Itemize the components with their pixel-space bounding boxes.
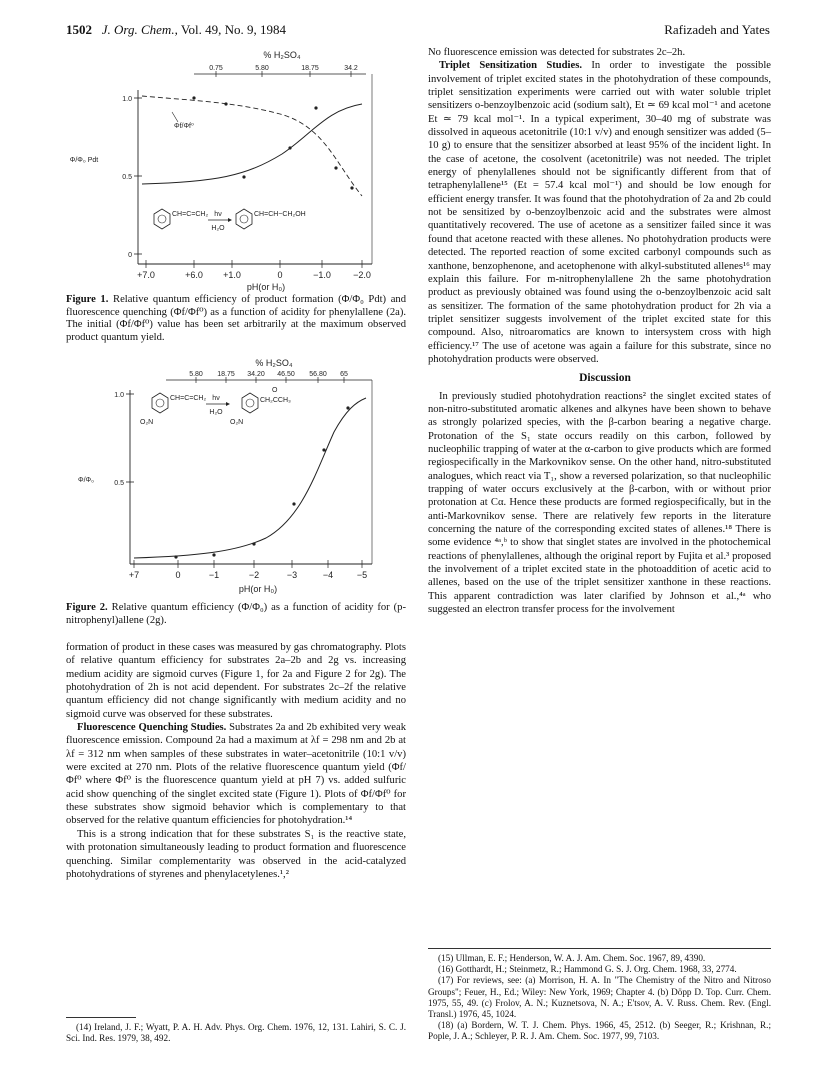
fig1-x-ticks (137, 260, 371, 280)
fig2-x-tick: −1 (208, 570, 220, 580)
fig2-y-tick: 1.0 (114, 392, 124, 399)
benzene-ring-icon (154, 209, 170, 229)
paragraph: This is a strong indication that for these substrates S₁ is the reactive state, with protonation simultaneously leading to product formation and fluorescence quenching. Similar complementarity was observed in the acid-catalyzed photohydrations of styrenes and phenylacetylenes.¹,² (66, 828, 406, 880)
fig2-x-tick: −5 (356, 570, 368, 580)
fig2-x-axis-title: pH(or H₀) (238, 584, 278, 594)
right-column-body (428, 46, 771, 616)
footnotes-left (66, 1022, 406, 1044)
benzene-ring-icon (242, 393, 258, 413)
fig1-x-tick: 0 (277, 270, 283, 280)
section-heading: Triplet Sensitization Studies. (439, 60, 582, 72)
fig2-x-tick: +7 (128, 570, 140, 580)
fig1-caption-text: Relative quantum efficiency of product formation (Φ/Φ₀ Pdt) and fluorescence quenching (Φf/Φf⁰) as a function of acidity for phenylallene (2a). The initial (Φf/Φf⁰) value has been set arbitrarily at the maximum observed product quantum yield. (66, 294, 406, 343)
fig2-x-tick: 0 (175, 570, 181, 580)
fig1-caption-label: Figure 1. (66, 294, 109, 305)
fig1-x-tick: −1.0 (313, 270, 331, 280)
footnote: (14) Ireland, J. F.; Wyatt, P. A. H. Adv. Phys. Org. Chem. 1976, 12, 131. Lahiri, S. C. J. Sci. Ind. Res. 1979, 38, 492. (66, 1022, 406, 1044)
fig2-top-ticks (189, 371, 348, 383)
footnote: (18) (a) Bordern, W. T. J. Chem. Phys. 1966, 45, 2512. (b) Seeger, R.; Krishnan, R.; Pople, J. A.; Schleyer, P. R. J. Am. Chem. Soc. 1977, 99, 7103. (428, 1020, 771, 1042)
footnote: (16) Gotthardt, H.; Steinmetz, R.; Hammond G. S. J. Org. Chem. 1968, 33, 2774. (438, 964, 737, 975)
fig2-x-tick: −2 (248, 570, 260, 580)
fig1-y-tick: 1.0 (122, 96, 132, 103)
paragraph: No fluorescence emission was detected for substrates 2c–2h. (428, 47, 686, 58)
benzene-ring-icon (152, 393, 168, 413)
benzene-ring-icon (236, 209, 252, 229)
fig1-top-axis-title: % H₂SO₄ (263, 50, 301, 60)
fig1-y-tick: 0.5 (122, 174, 132, 181)
figure-2-plot (66, 352, 406, 598)
fig1-x-tick: +1.0 (223, 270, 241, 280)
fig1-product-label: CH=CH−CH₂OH (254, 211, 306, 218)
fig1-x-tick: +7.0 (137, 270, 155, 280)
fig1-top-ticks (209, 65, 358, 77)
fig2-top-tick-label: 56.80 (309, 371, 327, 378)
fig1-top-tick-label: 0.75 (209, 65, 223, 72)
journal-name: J. Org. Chem., (101, 22, 178, 37)
fig1-x-tick: −2.0 (353, 270, 371, 280)
fig2-top-tick-label: 34.20 (247, 371, 265, 378)
section-heading: Fluorescence Quenching Studies. (77, 722, 227, 734)
fig2-reactant-label: CH=C=CH₂ (170, 395, 207, 402)
fig1-top-tick-label: 5.80 (255, 65, 269, 72)
fig2-nitro-label: O₂N (230, 419, 244, 426)
figure-1-plot (66, 44, 406, 292)
paragraph-text: Substrates 2a and 2b exhibited very weak fluorescence emission. Compound 2a had a maximum at λf = 298 nm and 2b at λf = 312 nm when samples of these substrates in water–acetonitrile (10:1 v/v) were excited at 270 nm. Plots of the relative fluorescence quantum yield (Φf/Φf⁰ where Φf⁰ is the fluorescence quantum yield at pH 7) vs. added sulfuric acid show quenching of the singlet excited state (Figure 1). Plots of Φf/Φf⁰ for these substrates show sigmoid behavior which is complementary to that observed for the relative quantum efficiencies for photohydration.¹⁴ (66, 722, 406, 827)
fig2-product-label: CH₂CCH₃ (260, 397, 291, 404)
page-number: 1502 (66, 22, 92, 37)
paragraph-text: In order to investigate the possible involvement of triplet excited states in the photohydration of these compounds, triplet sensitization experiments were carried out with water soluble triplet sensitizers o-benzoylbenzoic acid (sodium salt), Et ≃ 69 kcal mol⁻¹ and acetone Et ≃ 79 kcal mol⁻¹. In a typical experiment, 30–40 mg of substrate was dissolved in aqueous acetonitrile (10:1 v/v) and enough sensitizer was added (5–10 g) to ensure that the sensitizer absorbed at least 95% of the incident light. In the case of acetone, the cosolvent (acetonitrile) was not needed. The triplet energy of phenylallenes should not be significantly different from that of tetraphenylallene¹⁵ (Et = 57.4 kcal mol⁻¹) and should be low enough for efficient energy transfer. It was found that the photohydration of 2a and 2b could not be sensitized by o-benzoylbenzoic acid and the substrates were almost quantitatively recovered. The use of acetone as a sensitizer failed since it was found that acetone reacted with these allenes. No photohydration products were detected. The reported reaction of some excited carbonyl compounds such as xanthone, benzophenone, and acetophenone with alkyl-substituted allenes¹⁶ may explain this failure. For m-nitrophenylallene 2h the same photohydration product as previously obtained was found using the o-benzoylbenzoic acid salt as sensitizer. The formation of the same photohydration product for 2h via a triplet sensitizer suggests involvement of the triplet excited state for this compound. Also, nitroaromatics are known to intersystem cross with high efficiency.¹⁷ The use of acetone was again a failure for this substrate, since no photohydration products were observed. (428, 60, 772, 365)
footnote: (15) Ullman, E. F.; Henderson, W. A. J. Am. Chem. Soc. 1967, 89, 4390. (438, 953, 706, 963)
fig1-curve-label: Φf/Φf⁰ (174, 123, 194, 130)
paragraph (428, 59, 771, 366)
paragraph: In previously studied photohydration reactions² the singlet excited states of non-nitro-substituted aromatic alkenes and alkynes have been shown to behave as strongly polarized species, with the β-carbon bearing a negative charge. Protonation of the S₁ state occurs readily on this carbon, followed by nucleophilic trapping of water at the α-carbon to give products which are formed regiospecifically in the Markovnikov sense. On the other hand, nitro-substituted analogues, which react via T₁, show a reversed polarization, so that nucleophilic trapping of water occurs exclusively at the β-carbon, with or without prior protonation at Cα. Hence these products are formed regiospecifically, but in the anti-Markovnikov sense. There are relatively few reports in the literature concerning the nature of the corresponding excited states of allenes.¹⁸ There is some evidence ⁴ᵃ,ᵇ to show that singlet states are involved in the photochemical reactions of phenylallenes, although the original report by Fujita et al.³ proposed the involvement of a triplet excited state in the photoaddition of acetic acid to allenes, based on the use of the triplet sensitizer xanthone in these reactions. This apparent contradiction was later clarified by Johnson et al.,⁴ᵃ who suggested an electron transfer process for the involvement (428, 390, 771, 616)
fig1-reaction-scheme (154, 209, 306, 232)
fig1-y-axis-label: Φ/Φ₀ Pdt (69, 157, 99, 164)
fig1-arrow-bottom: H₂O (211, 225, 225, 232)
fig1-y-tick: 0 (128, 252, 132, 259)
footnotes-right (428, 953, 771, 1043)
fig1-x-tick: +6.0 (185, 270, 203, 280)
figure-1 (66, 44, 406, 292)
fig2-top-axis-title: % H₂SO₄ (255, 358, 293, 368)
fig2-nitro-label: O₂N (140, 419, 154, 426)
footnote: (17) For reviews, see: (a) Morrison, H. A. In "The Chemistry of the Nitro and Nitroso Groups"; Feuer, H., Ed.; Wiley: New York, 1969; Chapter 4. (b) Döpp D. Top. Curr. Chem. 1975, 55, 49. (c) Frolov, A. N.; Kuznetsova, N. A.; E'tsov, A. V. Russ. Chem. Rev. (Engl. Transl.) 1976, 45, 1024. (428, 975, 771, 1020)
paragraph: formation of product in these cases was measured by gas chromatography. Plots of relative quantum efficiency for substrates 2a–2b and 2g vs. increasing medium acidity are sigmoid curves (Figure 1, for 2a and Figure 2 for 2g). The photohydration of 2h is not acid dependent. For substrates 2c–2f the relative quantum efficiency did not change significantly with medium acidity and no sigmoid curve was observed for these substrates. (66, 642, 406, 720)
volume-issue: Vol. 49, No. 9, 1984 (180, 22, 287, 37)
fig2-reaction-scheme (140, 387, 291, 426)
fig2-arrow-top: hν (212, 395, 220, 402)
figure-2-caption (66, 602, 406, 627)
fig2-y-tick: 0.5 (114, 480, 124, 487)
header-authors: Rafizadeh and Yates (664, 22, 770, 37)
fig1-reactant-label: CH=C=CH₂ (172, 211, 209, 218)
fig2-top-tick-label: 18.75 (217, 371, 235, 378)
fig2-product-oxygen: O (272, 387, 278, 394)
fig1-product-curve (142, 104, 362, 184)
figure-1-caption (66, 294, 406, 344)
fig2-y-axis-label: Φ/Φ₀ (77, 477, 95, 484)
fig2-x-ticks (129, 560, 367, 580)
fig2-x-tick: −3 (286, 570, 298, 580)
left-column-body (66, 641, 406, 881)
fig1-fluorescence-curve (142, 96, 362, 196)
fig2-top-tick-label: 5.80 (189, 371, 203, 378)
fig2-caption-text: Relative quantum efficiency (Φ/Φ₀) as a function of acidity for (p-nitrophenyl)allene (2g). (66, 602, 406, 626)
footnote-rule (428, 948, 771, 949)
fig1-top-tick-label: 34.2 (344, 65, 358, 72)
figure-2 (66, 352, 406, 598)
fig2-top-tick-label: 46.50 (277, 371, 295, 378)
paragraph (66, 721, 406, 828)
fig1-x-axis-title: pH(or H₀) (246, 282, 286, 292)
fig2-x-tick: −4 (322, 570, 334, 580)
footnote-rule (66, 1017, 136, 1018)
fig1-top-tick-label: 18.75 (301, 65, 319, 72)
discussion-heading: Discussion (579, 372, 631, 385)
fig2-quantum-efficiency-curve (134, 398, 366, 558)
fig1-arrow-top: hν (214, 211, 222, 218)
page-header (66, 22, 770, 38)
fig2-caption-label: Figure 2. (66, 602, 108, 613)
fig2-top-tick-label: 65 (340, 371, 348, 378)
fig2-arrow-bottom: H₂O (209, 409, 223, 416)
header-left (66, 22, 286, 38)
